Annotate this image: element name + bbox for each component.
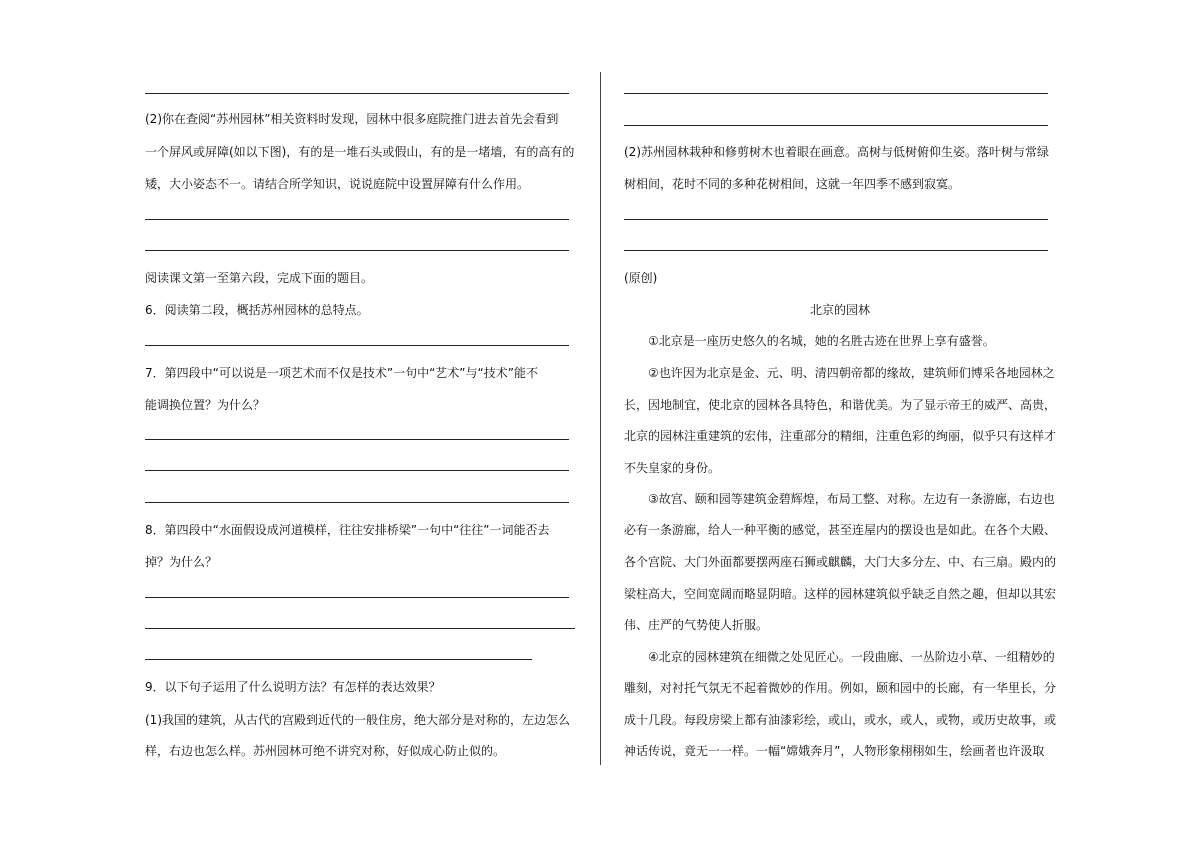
- question-7: 能调换位置？为什么？: [145, 398, 266, 412]
- question-6: 6．阅读第二段，概括苏州园林的总特点。: [145, 303, 369, 317]
- right-column: [624, 0, 1057, 849]
- answer-line: [145, 93, 569, 94]
- answer-line: [624, 250, 1048, 251]
- question-9: 9．以下句子运用了什么说明方法？有怎样的表达效果？: [145, 680, 441, 694]
- passage-paragraph-4: ④北京的园林建筑在细微之处见匠心。一段曲廊、一丛阶边小草、一组精妙的: [648, 650, 1055, 664]
- reading-instruction: 阅读课文第一至第六段，完成下面的题目。: [145, 271, 374, 285]
- answer-line: [624, 219, 1048, 220]
- answer-line: [145, 502, 569, 503]
- passage-paragraph-2: ②也许因为北京是金、元、明、清四朝帝都的缘故，建筑师们博采各地园林之: [648, 366, 1055, 380]
- passage-paragraph-3: 必有一条游廊，给人一种平衡的感觉，甚至连屋内的摆设也是如此。在各个大殿、: [624, 523, 1057, 537]
- question-9-sentence-1: 样，右边也怎么样。苏州园林可绝不讲究对称，好似成心防止似的。: [145, 744, 506, 758]
- answer-line: [145, 628, 575, 629]
- answer-line: [145, 439, 569, 440]
- passage-paragraph-3: 梁柱高大，空间宽阔而略显阴暗。这样的园林建筑似乎缺乏自然之趣，但却以其宏: [624, 587, 1057, 601]
- passage-paragraph-1: ①北京是一座历史悠久的名城，她的名胜古迹在世界上享有盛誉。: [648, 334, 995, 348]
- question-2-text: 一个屏风或屏障(如以下图)，有的是一堆石头或假山，有的是一堵墙，有的高有的: [145, 145, 575, 159]
- question-9-sentence-2: (2)苏州园林栽种和修剪树木也着眼在画意。高树与低树俯仰生姿。落叶树与常绿: [624, 145, 1050, 159]
- passage-paragraph-3: ③故宫、颐和园等建筑金碧辉煌，布局工整、对称。左边有一条游廊，右边也: [648, 492, 1055, 506]
- column-divider: [600, 72, 601, 765]
- answer-line: [145, 597, 569, 598]
- original-tag: (原创): [624, 271, 658, 285]
- question-8: 8．第四段中“水面假设成河道模样，往往安排桥梁”一句中“往往”一词能否去: [145, 523, 550, 537]
- question-9-sentence-1: (1)我国的建筑，从古代的宫殿到近代的一般住房，绝大部分是对称的，左边怎么: [145, 713, 571, 727]
- question-2-text: (2)你在查阅“苏州园林”相关资料时发现，园林中很多庭院推门进去首先会看到: [145, 112, 559, 126]
- question-8: 掉？为什么？: [145, 555, 218, 569]
- passage-paragraph-2: 长，因地制宜，使北京的园林各具特色，和谐优美。为了显示帝王的威严、高贵，: [624, 398, 1057, 412]
- passage-paragraph-4: 成十几段。每段房梁上都有油漆彩绘，或山，或水，或人，或物，或历史故事，或: [624, 713, 1057, 727]
- passage-paragraph-2: 北京的园林注重建筑的宏伟，注重部分的精细，注重色彩的绚丽，似乎只有这样才: [624, 429, 1057, 443]
- passage-paragraph-4: 雕刻，对衬托气氛无不起着微妙的作用。例如，颐和园中的长廊，有一华里长，分: [624, 681, 1057, 695]
- answer-line: [145, 345, 569, 346]
- answer-line: [145, 219, 569, 220]
- question-9-sentence-2: 树相间，花时不同的多种花树相间，这就一年四季不感到寂寞。: [624, 177, 961, 191]
- question-7: 7．第四段中“可以说是一项艺术而不仅是技术”一句中“艺术”与“技术”能不: [145, 366, 538, 380]
- left-column: [145, 0, 577, 849]
- passage-title: 北京的园林: [810, 303, 871, 317]
- passage-paragraph-3: 伟、庄严的气势使人折服。: [624, 618, 769, 632]
- answer-line: [145, 470, 569, 471]
- answer-line: [145, 659, 532, 660]
- answer-line: [624, 93, 1048, 94]
- passage-paragraph-4: 神话传说，竟无一一样。一幅“嫦娥奔月”，人物形象栩栩如生，绘画者也许汲取: [624, 744, 1045, 758]
- passage-paragraph-2: 不失皇家的身份。: [624, 461, 721, 475]
- answer-line: [145, 250, 569, 251]
- passage-paragraph-3: 各个宫院、大门外面都要摆两座石狮或麒麟，大门大多分左、中、右三扇。殿内的: [624, 555, 1057, 569]
- answer-line: [624, 125, 1048, 126]
- question-2-text: 矮，大小姿态不一。请结合所学知识，说说庭院中设置屏障有什么作用。: [145, 177, 530, 191]
